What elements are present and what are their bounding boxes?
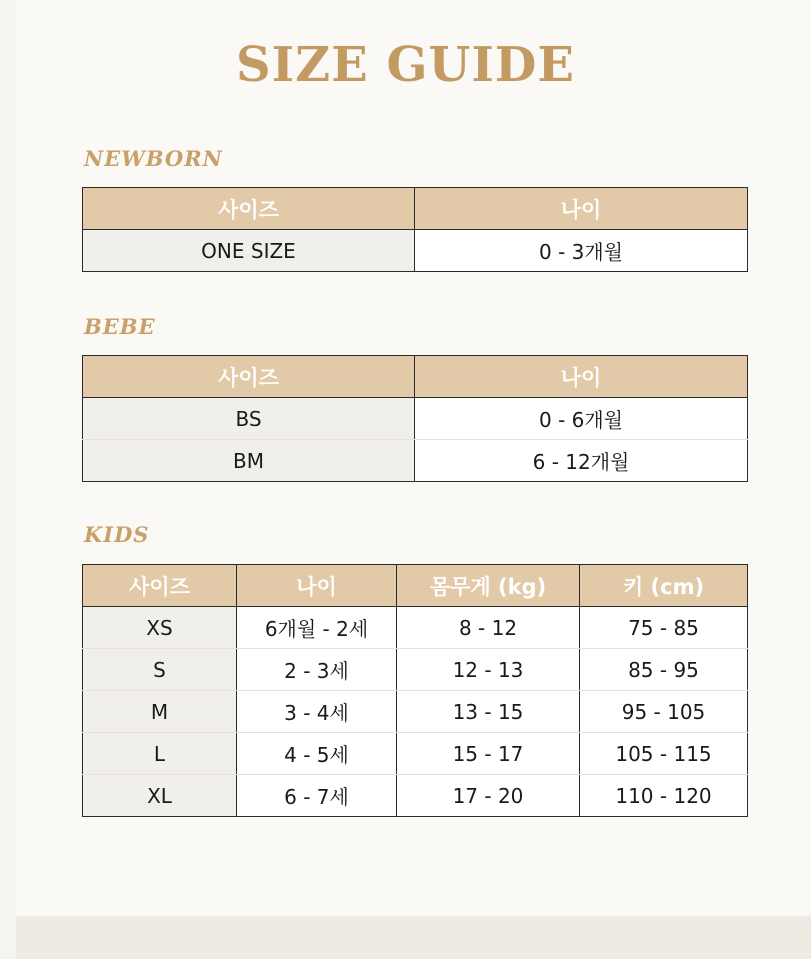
cell-age: 0 - 3개월 [415, 230, 748, 272]
footer-band [16, 916, 811, 959]
table-header-row [83, 565, 748, 607]
table-row [83, 649, 748, 691]
cell-weight: 8 - 12 [397, 607, 580, 649]
newborn-size-table [82, 187, 748, 272]
cell-age: 0 - 6개월 [415, 398, 748, 440]
cell-age: 6 - 12개월 [415, 440, 748, 482]
column-header-size: 사이즈 [83, 356, 415, 398]
column-header-height: 키 (cm) [580, 565, 748, 607]
cell-age: 4 - 5세 [237, 733, 397, 775]
cell-height: 110 - 120 [580, 775, 748, 817]
kids-size-table [82, 564, 748, 817]
cell-height: 105 - 115 [580, 733, 748, 775]
table-row [83, 398, 748, 440]
column-header-age: 나이 [237, 565, 397, 607]
bebe-size-table [82, 355, 748, 482]
cell-weight: 13 - 15 [397, 691, 580, 733]
cell-height: 75 - 85 [580, 607, 748, 649]
table-header-row [83, 356, 748, 398]
section-title-bebe: BEBE [84, 314, 156, 339]
table-header-row [83, 188, 748, 230]
cell-size: L [83, 733, 237, 775]
cell-size: BM [83, 440, 415, 482]
cell-height: 95 - 105 [580, 691, 748, 733]
table-row [83, 733, 748, 775]
cell-size: S [83, 649, 237, 691]
cell-size: XL [83, 775, 237, 817]
table-row [83, 691, 748, 733]
cell-weight: 15 - 17 [397, 733, 580, 775]
cell-weight: 17 - 20 [397, 775, 580, 817]
column-header-size: 사이즈 [83, 188, 415, 230]
cell-size: M [83, 691, 237, 733]
cell-size: XS [83, 607, 237, 649]
column-header-weight: 몸무게 (kg) [397, 565, 580, 607]
cell-height: 85 - 95 [580, 649, 748, 691]
cell-weight: 12 - 13 [397, 649, 580, 691]
page-title: SIZE GUIDE [236, 37, 575, 93]
column-header-size: 사이즈 [83, 565, 237, 607]
cell-age: 6개월 - 2세 [237, 607, 397, 649]
table-row [83, 230, 748, 272]
section-title-kids: KIDS [84, 522, 150, 547]
cell-size: BS [83, 398, 415, 440]
column-header-age: 나이 [415, 188, 748, 230]
cell-size: ONE SIZE [83, 230, 415, 272]
cell-age: 6 - 7세 [237, 775, 397, 817]
table-row [83, 607, 748, 649]
cell-age: 2 - 3세 [237, 649, 397, 691]
table-row [83, 440, 748, 482]
section-title-newborn: NEWBORN [84, 146, 223, 171]
cell-age: 3 - 4세 [237, 691, 397, 733]
table-row [83, 775, 748, 817]
column-header-age: 나이 [415, 356, 748, 398]
